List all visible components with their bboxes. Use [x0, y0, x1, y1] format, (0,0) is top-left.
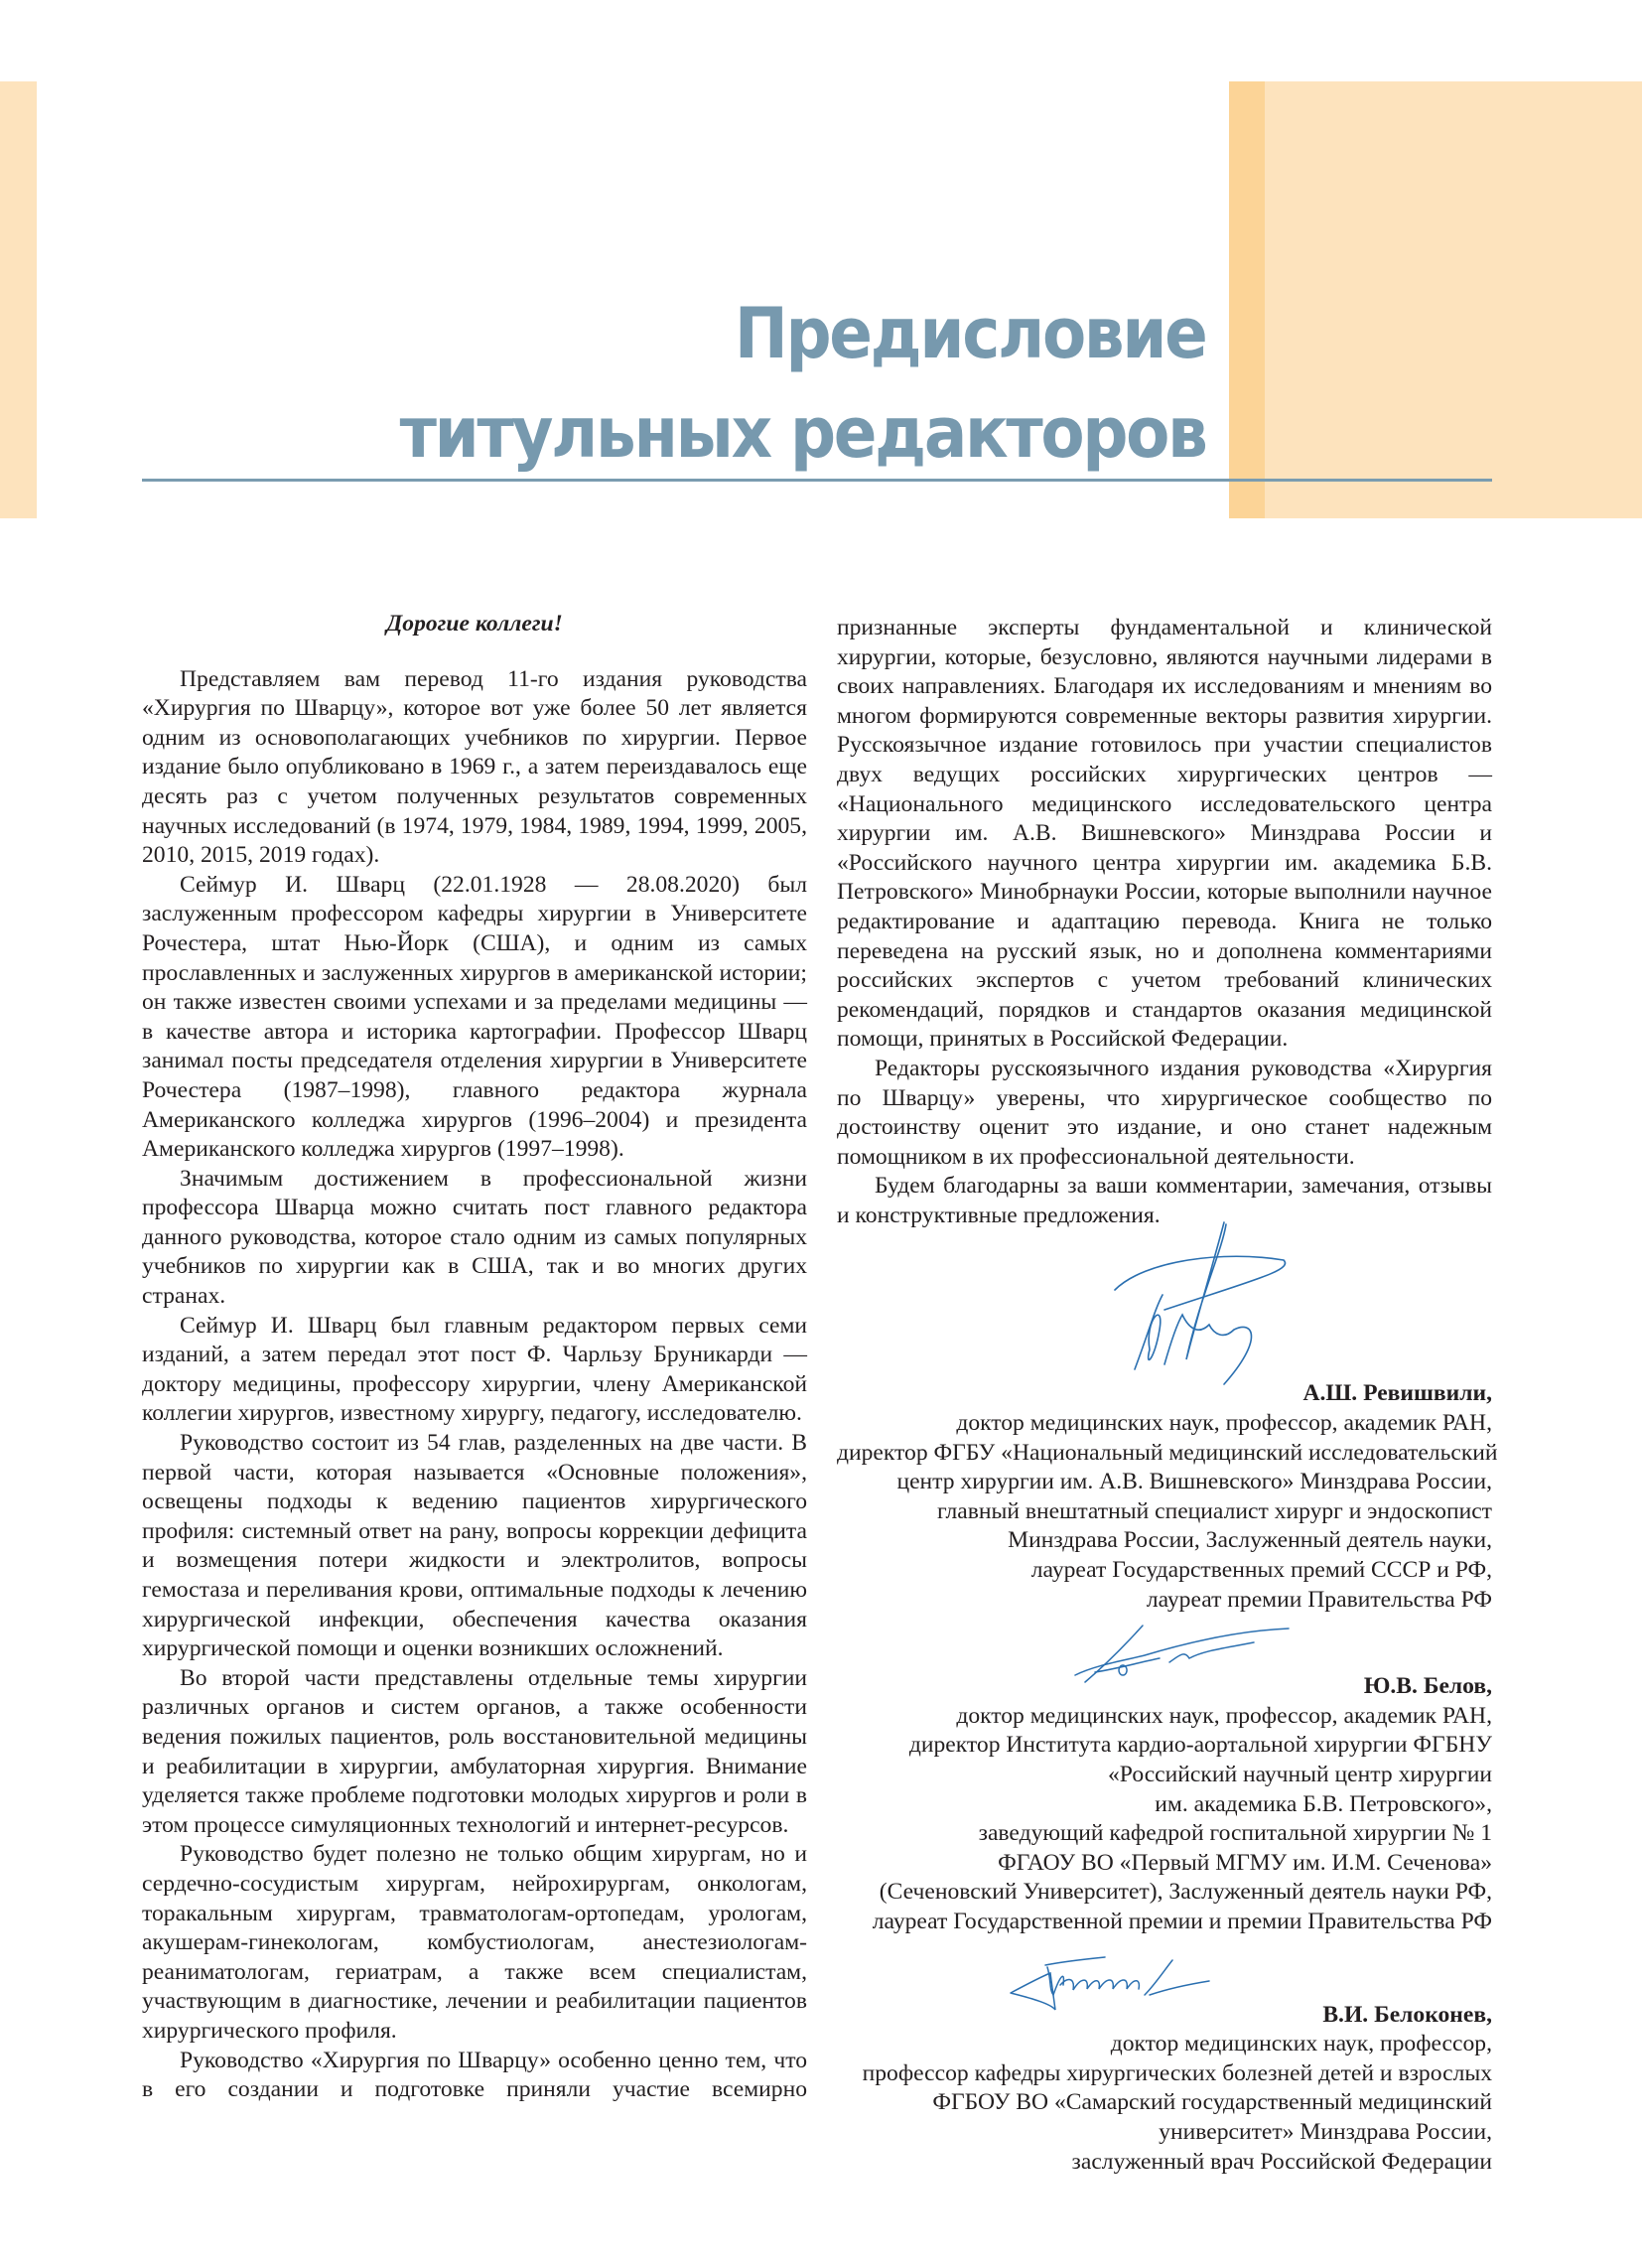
signatory-credential: лауреат Государственной премии и премии Правительства РФ — [872, 1908, 1492, 1934]
left-column — [142, 610, 807, 2105]
signatory-credential: лауреат премии Правительства РФ — [1146, 1586, 1492, 1613]
signatory-credential: директор ФГБУ «Национальный медицинский исследовательский — [837, 1439, 1498, 1466]
paragraph: Во второй части представлены отдельные темы хирургии различных органов и систем органов, а также особенности ведения пожилых пациентов, роль восстановительной медицины и реабилитации в хирургии, амбулаторная хирургия. Внимание уделяется также проблеме подготовки молодых хирургов и роли в этом процессе симуляционных технологий и интернет-ресурсов. — [142, 1664, 807, 1838]
paragraph: Сеймур И. Шварц (22.01.1928 — 28.08.2020) был заслуженным профессором кафедры хирургии в Университете Рочестера, штат Нью-Йорк (США), и одним из самых прославленных и заслуженных хирургов в американской истории; он также известен своими успехами и за пределами медицины — в качестве автора и историка картографии. Профессор Шварц занимал посты председателя отделения хирургии в Университете Рочестера (1987–1998), главного редактора журнала Американского колледжа хирургов (1996–2004) и президента Американского колледжа хирургов (1997–1998). — [142, 871, 807, 1163]
signatory-credential: университет» Минздрава России, — [1159, 2118, 1492, 2145]
page-title — [400, 284, 1206, 483]
signatory-name: Ю.В. Белов, — [1363, 1673, 1492, 1700]
decorative-bar-right — [1265, 81, 1642, 518]
signatory-credential: главный внештатный специалист хирург и эндоскопист — [937, 1497, 1492, 1524]
signatory-credential: ФГАОУ ВО «Первый МГМУ им. И.М. Сеченова» — [998, 1849, 1492, 1876]
signatory-credential: центр хирургии им. А.В. Вишневского» Минздрава России, — [896, 1469, 1492, 1495]
paragraph: Значимым достижением в профессиональной жизни профессора Шварца можно считать пост главного редактора данного руководства, которое стало одним из самых популярных учебников по хирургии как в США, так и во многих других странах. — [142, 1165, 807, 1310]
signatory-credential: лауреат Государственных премий СССР и РФ, — [1030, 1557, 1492, 1584]
signatory-revishvili — [837, 1379, 1498, 1615]
page-title-line-2: титульных редакторов — [400, 392, 1206, 474]
paragraph: Будем благодарны за ваши комментарии, замечания, отзывы и конструктивные предложения. — [837, 1173, 1492, 1228]
signatory-name: А.Ш. Ревишвили, — [1302, 1380, 1492, 1407]
paragraph: Руководство будет полезно не только общим хирургам, но и сердечно-сосудистым хирургам, нейрохирургам, онкологам, торакальным хирургам, травматологам-ортопедам, урологам, акушерам-гинекологам, комбустиологам, анестезиологам-реаниматологам, гериатрам, а также всем специалистам, участвующим в диагностике, лечении и реабилитации пациентов хирургического профиля. — [142, 1841, 807, 2044]
paragraph: Редакторы русскоязычного издания руководства «Хирургия по Шварцу» уверены, что хирургическое сообщество по достоинству оценит это издание, и оно станет надежным помощником в их профессиональной деятельности. — [837, 1055, 1492, 1170]
paragraph: признанные эксперты фундаментальной и клинической хирургии, которые, безусловно, являются научными лидерами в своих направлениях. Благодаря их исследованиям и мнениям во многом формируются современные векторы развития хирургии. Русскоязычное издание готовилось при участии специалистов двух ведущих российских хирургических центров — «Национального медицинского исследовательского центра хирургии им. А.В. Вишневского» Минздрава России и «Российского научного центра хирургии им. академика Б.В. Петровского» Минобрнауки России, которые выполнили научное редактирование и адаптацию перевода. Книга не только переведена на русский язык, но и дополнена комментариями российских экспертов с учетом требований клинических рекомендаций, порядков и стандартов оказания медицинской помощи, принятых в Российской Федерации. — [837, 615, 1492, 1053]
signatory-credential: директор Института кардио-аортальной хирургии ФГБНУ — [908, 1732, 1492, 1759]
page-title-line-1: Предисловие — [735, 293, 1206, 374]
paragraph: Представляем вам перевод 11-го издания руководства «Хирургия по Шварцу», которое вот уже более 50 лет является одним из основополагающих учебников по хирургии. Первое издание было опубликовано в 1969 г., а затем переиздавалось еще десять раз с учетом полученных результатов современных научных исследований (в 1974, 1979, 1984, 1989, 1994, 1999, 2005, 2010, 2015, 2019 годах). — [142, 665, 807, 869]
signatory-belokonev — [837, 2001, 1492, 2178]
paragraph: Сеймур И. Шварц был главным редактором первых семи изданий, а затем передал этот пост Ф. Чарльзу Бруникарди — доктору медицины, профессору хирургии, члену Американской коллегии хирургов, известному хирургу, педагогу, исследователю. — [142, 1312, 807, 1427]
signatory-credential: профессор кафедры хирургических болезней детей и взрослых — [862, 2059, 1492, 2086]
signatory-credential: заслуженный врач Российской Федерации — [1071, 2148, 1492, 2175]
signatory-credential: заведующий кафедрой госпитальной хирургии № 1 — [978, 1820, 1492, 1847]
signatory-credential: доктор медицинских наук, профессор, — [1110, 2031, 1492, 2057]
decorative-bar-right-stripe — [1229, 81, 1265, 518]
signatory-credential: Минздрава России, Заслуженный деятель науки, — [1008, 1527, 1492, 1554]
right-column — [837, 614, 1498, 2177]
signatory-belov — [837, 1672, 1492, 1936]
signatory-credential: доктор медицинских наук, профессор, академик РАН, — [956, 1702, 1492, 1729]
paragraph: Руководство «Хирургия по Шварцу» особенно ценно тем, что в его создании и подготовке приняли участие всемирно — [142, 2047, 807, 2103]
signature-icon — [1105, 1220, 1323, 1394]
signatory-credential: ФГБОУ ВО «Самарский государственный медицинский — [932, 2089, 1492, 2116]
signatory-credential: доктор медицинских наук, профессор, академик РАН, — [956, 1410, 1492, 1437]
signatory-name: В.И. Белоконев, — [1322, 2001, 1492, 2028]
signatory-credential: (Сеченовский Университет), Заслуженный деятель науки РФ, — [879, 1879, 1492, 1906]
title-divider — [142, 479, 1492, 482]
paragraph: Руководство состоит из 54 глав, разделенных на две части. В первой части, которая называется «Основные положения», освещены подходы к ведению пациентов хирургического профиля: системный ответ на рану, вопросы коррекции дефицита и возмещения потери жидкости и электролитов, вопросы гемостаза и переливания крови, оптимальные подходы к лечению хирургической инфекции, обеспечения качества оказания хирургической помощи и оценки возникших осложнений. — [142, 1430, 807, 1662]
decorative-bar-left — [0, 81, 37, 518]
signatory-credential: «Российский научный центр хирургии — [1107, 1762, 1492, 1787]
signatory-credential: им. академика Б.В. Петровского», — [1155, 1790, 1492, 1817]
greeting: Дорогие коллеги! — [386, 611, 563, 637]
